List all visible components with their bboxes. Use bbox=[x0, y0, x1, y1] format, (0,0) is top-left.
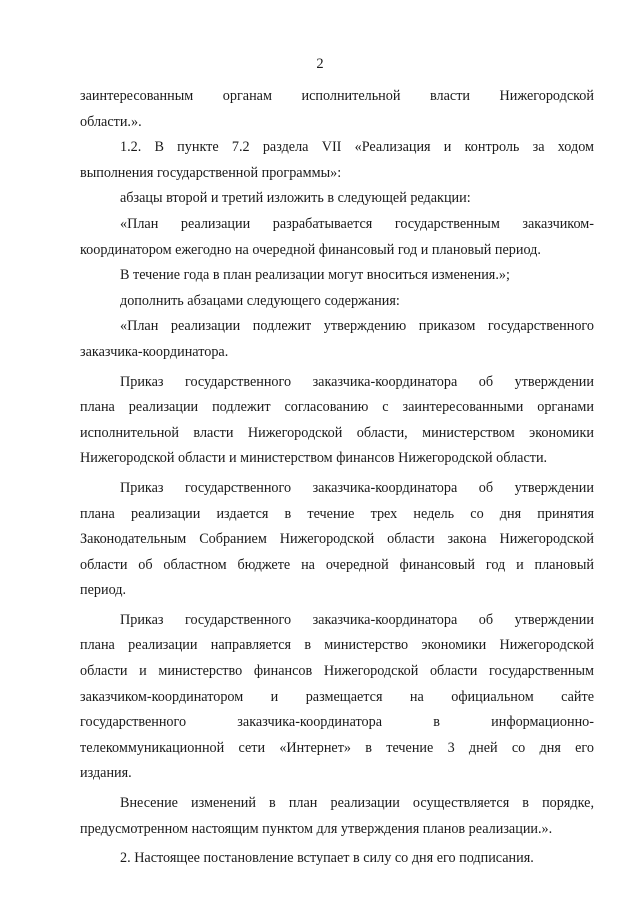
paragraph-7-line-1: «План реализации подлежит утверждению приказом государственного bbox=[120, 318, 594, 335]
paragraph-10-line-3: области и министерство финансов Нижегородской области государственным bbox=[80, 663, 594, 680]
paragraph-8-line-1: Приказ государственного заказчика-координатора об утверждении bbox=[120, 373, 594, 390]
paragraph-2 bbox=[80, 135, 594, 186]
paragraph-10-line-7: издания. bbox=[80, 765, 132, 782]
paragraph-8-line-4: Нижегородской области и министерством финансов Нижегородской области. bbox=[80, 450, 548, 467]
paragraph-10-line-6: телекоммуникационной сети «Интернет» в течение 3 дней со дня его bbox=[80, 739, 594, 756]
paragraph-8-line-3: исполнительной власти Нижегородской области, министерством экономики bbox=[80, 424, 594, 441]
paragraph-12 bbox=[80, 846, 594, 872]
paragraph-3 bbox=[80, 186, 594, 212]
paragraph-3-line-1: абзацы второй и третий изложить в следующей редакции: bbox=[120, 190, 471, 207]
paragraph-5 bbox=[80, 263, 594, 289]
paragraph-7-line-2: заказчика-координатора. bbox=[80, 343, 229, 360]
paragraph-8 bbox=[80, 370, 594, 472]
paragraph-10-line-1: Приказ государственного заказчика-координатора об утверждении bbox=[120, 611, 594, 628]
paragraph-6-line-1: дополнить абзацами следующего содержания: bbox=[120, 292, 400, 309]
paragraph-1 bbox=[80, 84, 594, 135]
paragraph-10-line-4: заказчиком-координатором и размещается на официальном сайте bbox=[80, 688, 594, 705]
paragraph-12-line-1: 2. Настоящее постановление вступает в силу со дня его подписания. bbox=[120, 850, 534, 867]
paragraph-10 bbox=[80, 608, 594, 787]
paragraph-5-line-1: В течение года в план реализации могут вноситься изменения.»; bbox=[120, 267, 510, 284]
paragraph-10-line-2: плана реализации направляется в министерство экономики Нижегородской bbox=[80, 637, 594, 654]
paragraph-1-line-1: заинтересованным органам исполнительной власти Нижегородской bbox=[80, 88, 594, 104]
paragraph-11-line-2: предусмотренном настоящим пунктом для утверждения планов реализации.». bbox=[80, 820, 553, 837]
paragraph-9-line-1: Приказ государственного заказчика-координатора об утверждении bbox=[120, 479, 594, 496]
paragraph-1-line-2: области.». bbox=[80, 113, 142, 130]
paragraph-4-line-2: координатором ежегодно на очередной финансовый год и плановый период. bbox=[80, 241, 541, 258]
paragraph-2-line-1: 1.2. В пункте 7.2 раздела VII «Реализация и контроль за ходом bbox=[120, 139, 594, 156]
paragraph-7 bbox=[80, 314, 594, 365]
paragraph-9-line-5: период. bbox=[80, 582, 127, 599]
paragraph-9-line-3: Законодательным Собранием Нижегородской области закона Нижегородской bbox=[80, 531, 594, 548]
paragraph-4-line-1: «План реализации разрабатывается государственным заказчиком- bbox=[120, 215, 594, 232]
paragraph-11 bbox=[80, 791, 594, 842]
paragraph-9 bbox=[80, 476, 594, 604]
paragraph-10-line-5: государственного заказчика-координатора в информационно- bbox=[80, 714, 594, 731]
page-number: 2 bbox=[316, 56, 324, 72]
paragraph-6 bbox=[80, 289, 594, 315]
paragraph-2-line-2: выполнения государственной программы»: bbox=[80, 164, 342, 181]
paragraph-11-line-1: Внесение изменений в план реализации осуществляется в порядке, bbox=[120, 795, 594, 812]
paragraph-4 bbox=[80, 212, 594, 263]
paragraph-8-line-2: плана реализации подлежит согласованию с заинтересованными органами bbox=[80, 399, 594, 416]
paragraph-9-line-4: области об областном бюджете на очередной финансовый год и плановый bbox=[80, 556, 594, 573]
paragraph-9-line-2: плана реализации издается в течение трех недель со дня принятия bbox=[80, 505, 594, 522]
document-body bbox=[80, 84, 594, 872]
